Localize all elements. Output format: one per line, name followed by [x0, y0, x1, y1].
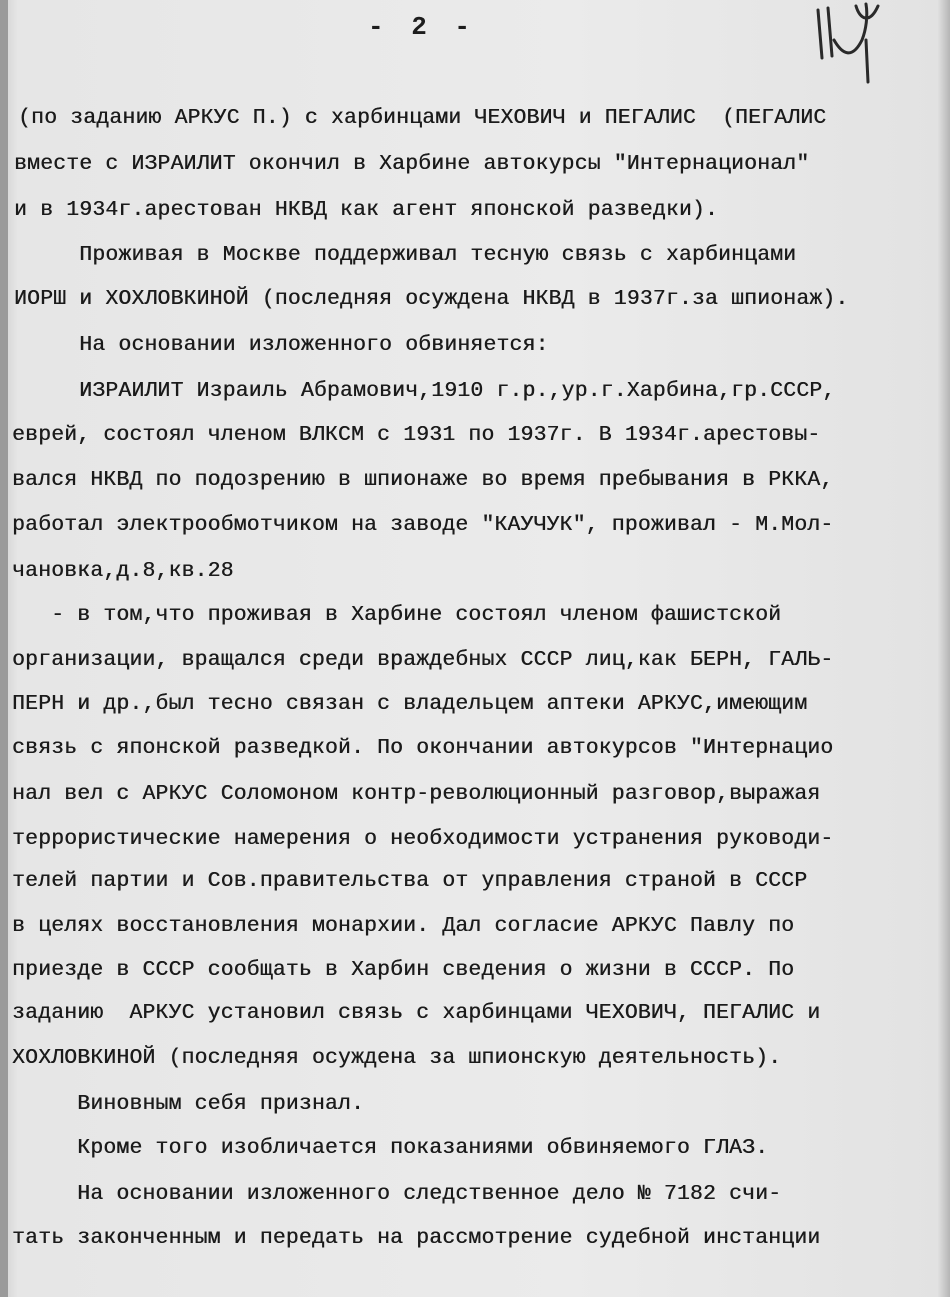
page-number: - 2 - [368, 12, 477, 42]
text-line: связь с японской разведкой. По окончании автокурсов "Интернацио [12, 736, 834, 760]
text-line: вался НКВД по подозрению в шпионаже во время пребывания в РККА, [12, 468, 834, 492]
text-line: На основании изложенного следственное дело № 7182 счи- [12, 1182, 782, 1206]
text-line: тать законченным и передать на рассмотрение судебной инстанции [12, 1226, 821, 1250]
text-line: ПЕРН и др.,был тесно связан с владельцем аптеки АРКУС,имеющим [12, 692, 808, 716]
text-line: (по заданию АРКУС П.) с харбинцами ЧЕХОВИЧ и ПЕГАЛИС (ПЕГАЛИС [18, 106, 827, 130]
text-line: Кроме того изобличается показаниями обвиняемого ГЛАЗ. [12, 1136, 769, 1160]
text-line: ИЗРАИЛИТ Израиль Абрамович,1910 г.р.,ур.г.Харбина,гр.СССР, [14, 379, 836, 403]
text-line: нал вел с АРКУС Соломоном контр-революционный разговор,выражая [12, 782, 821, 806]
page-edge-shadow [0, 0, 8, 1297]
text-line: заданию АРКУС установил связь с харбинцами ЧЕХОВИЧ, ПЕГАЛИС и [12, 1001, 821, 1025]
text-line: Виновным себя признал. [12, 1092, 364, 1116]
text-line: работал электрообмотчиком на заводе "КАУЧУК", проживал - М.Мол- [12, 513, 834, 537]
text-line: приезде в СССР сообщать в Харбин сведения о жизни в СССР. По [12, 958, 795, 982]
text-line: организации, вращался среди враждебных СССР лиц,как БЕРН, ГАЛЬ- [12, 648, 834, 672]
text-line: чановка,д.8,кв.28 [12, 559, 234, 583]
text-line: ИОРШ и ХОХЛОВКИНОЙ (последняя осуждена НКВД в 1937г.за шпионаж). [14, 287, 849, 311]
text-line: - в том,что проживая в Харбине состоял членом фашистской [12, 603, 782, 627]
text-line: ХОХЛОВКИНОЙ (последняя осуждена за шпионскую деятельность). [12, 1046, 782, 1070]
text-line: Проживая в Москве поддерживал тесную связь с харбинцами [14, 243, 797, 267]
text-line: вместе с ИЗРАИЛИТ окончил в Харбине автокурсы "Интернационал" [14, 152, 810, 176]
text-line: еврей, состоял членом ВЛКСМ с 1931 по 1937г. В 1934г.арестовы- [12, 423, 821, 447]
text-line: На основании изложенного обвиняется: [14, 333, 549, 357]
text-line: в целях восстановления монархии. Дал согласие АРКУС Павлу по [12, 914, 795, 938]
text-line: телей партии и Сов.правительства от управления страной в СССР [12, 869, 808, 893]
text-line: террористические намерения о необходимости устранения руководи- [12, 827, 834, 851]
text-line: и в 1934г.арестован НКВД как агент японской разведки). [14, 198, 718, 222]
handwritten-folio-number [808, 0, 892, 84]
page-edge-shadow-right [938, 0, 950, 1297]
